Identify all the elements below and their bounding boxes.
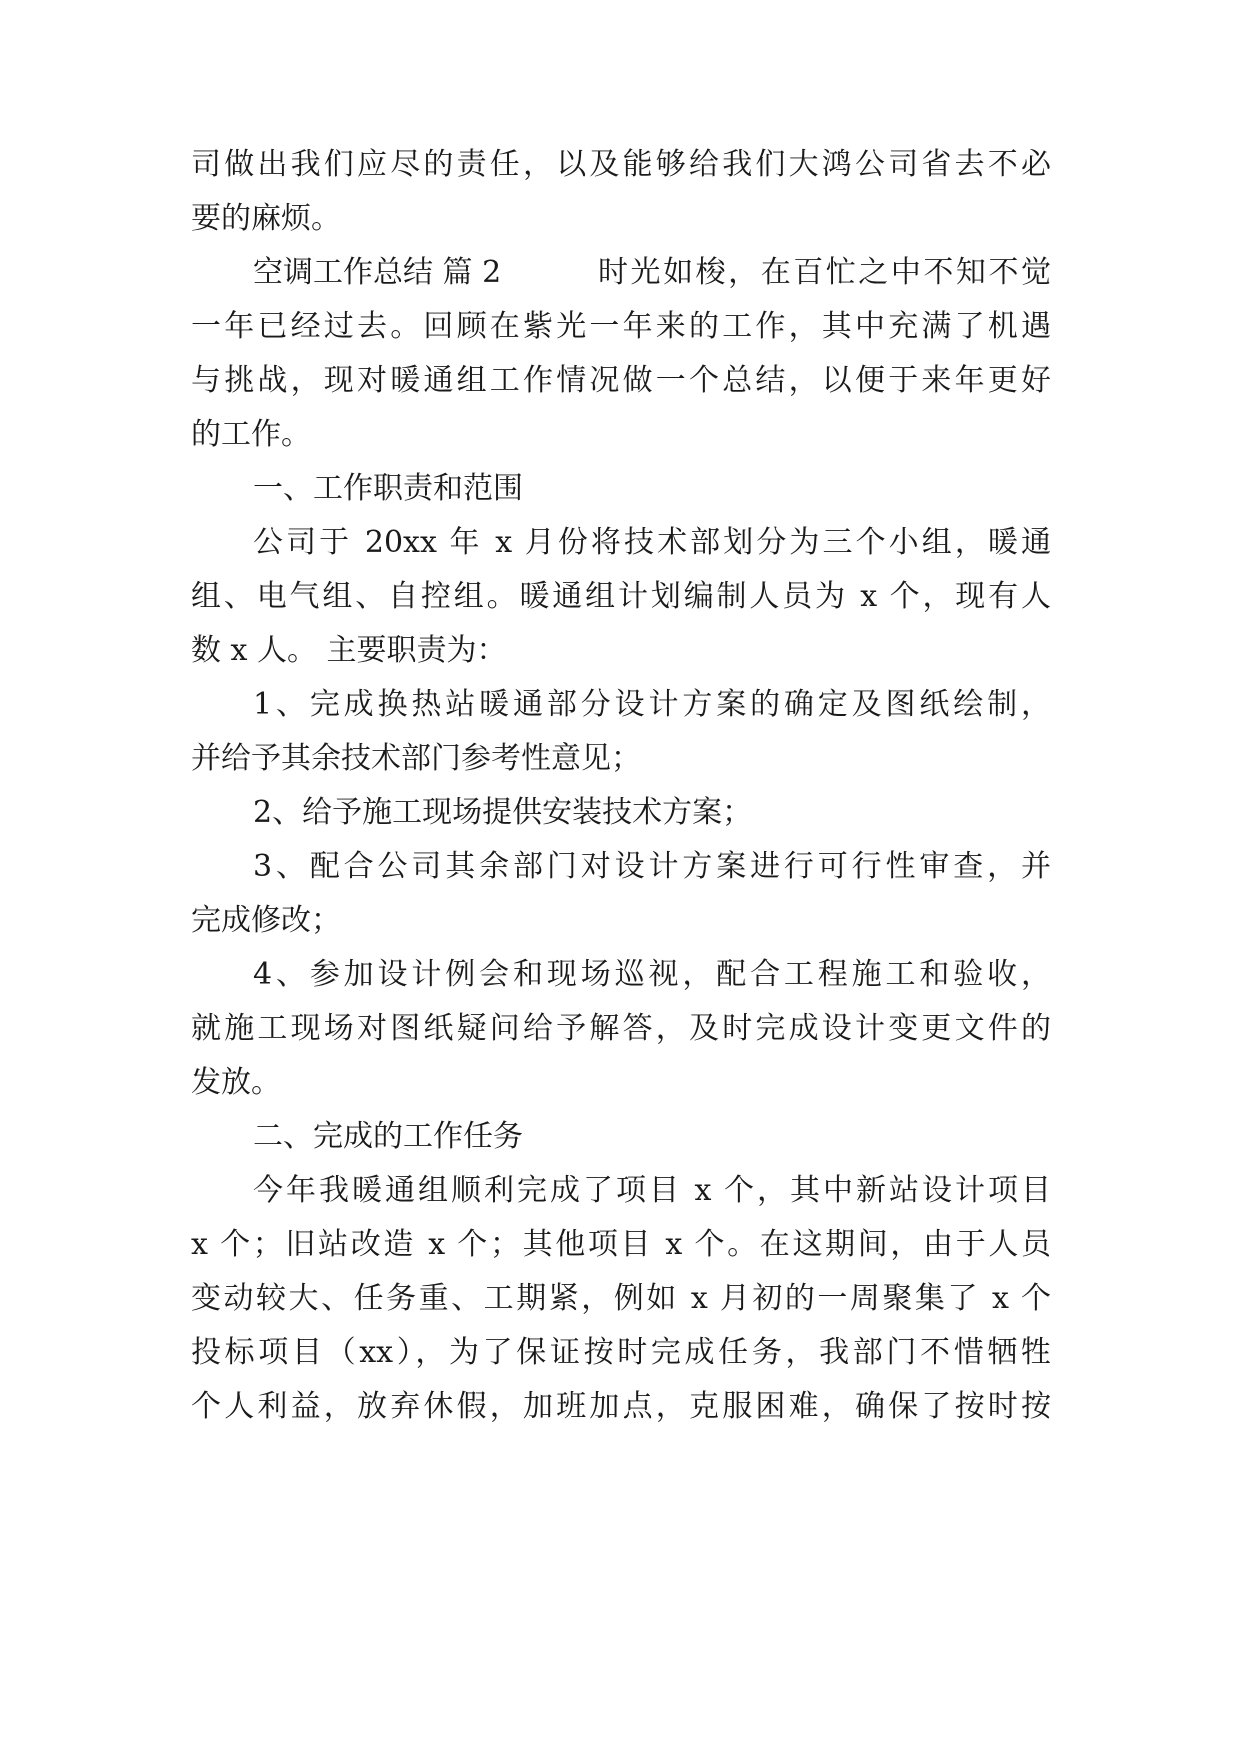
text-line: 就施工现场对图纸疑问给予解答，及时完成设计变更文件的	[191, 1011, 1051, 1046]
text-line: 发放。	[191, 1065, 281, 1100]
section-title: 空调工作总结 篇 2	[253, 255, 502, 290]
text-line: 变动较大、任务重、工期紧，例如 x 月初的一周聚集了 x 个	[191, 1281, 1051, 1316]
text-line: 并给予其余技术部门参考性意见；	[191, 741, 641, 776]
text-line: 公司于 20xx 年 x 月份将技术部划分为三个小组，暖通	[253, 525, 1051, 560]
text-line: 今年我暖通组顺利完成了项目 x 个，其中新站设计项目	[253, 1173, 1051, 1208]
text-line: 组、电气组、自控组。暖通组计划编制人员为 x 个，现有人	[191, 579, 1051, 614]
text-line: 司做出我们应尽的责任，以及能够给我们大鸿公司省去不必	[191, 147, 1051, 182]
text-line: 要的麻烦。	[191, 201, 341, 236]
list-item: 4、参加设计例会和现场巡视，配合工程施工和验收，	[253, 957, 1051, 992]
text-line: 的工作。	[191, 417, 311, 452]
text-line: 投标项目（xx），为了保证按时完成任务，我部门不惜牺牲	[191, 1335, 1051, 1370]
text-line: 与挑战，现对暖通组工作情况做一个总结，以便于来年更好	[191, 363, 1051, 398]
list-item: 1、完成换热站暖通部分设计方案的确定及图纸绘制，	[253, 687, 1051, 722]
text-line: 时光如梭，在百忙之中不知不觉	[598, 255, 1051, 290]
section-heading: 二、完成的工作任务	[253, 1119, 523, 1154]
text-line: 一年已经过去。回顾在紫光一年来的工作，其中充满了机遇	[191, 309, 1051, 344]
text-line: x 个；旧站改造 x 个；其他项目 x 个。在这期间，由于人员	[191, 1227, 1051, 1262]
text-line: 个人利益，放弃休假，加班加点，克服困难，确保了按时按	[191, 1389, 1051, 1424]
list-item: 3、配合公司其余部门对设计方案进行可行性审查，并	[253, 849, 1051, 884]
text-line: 完成修改；	[191, 903, 341, 938]
text-line: 数 x 人。 主要职责为：	[191, 633, 507, 668]
section-heading: 一、工作职责和范围	[253, 471, 523, 506]
list-item: 2、给予施工现场提供安装技术方案；	[253, 795, 753, 830]
